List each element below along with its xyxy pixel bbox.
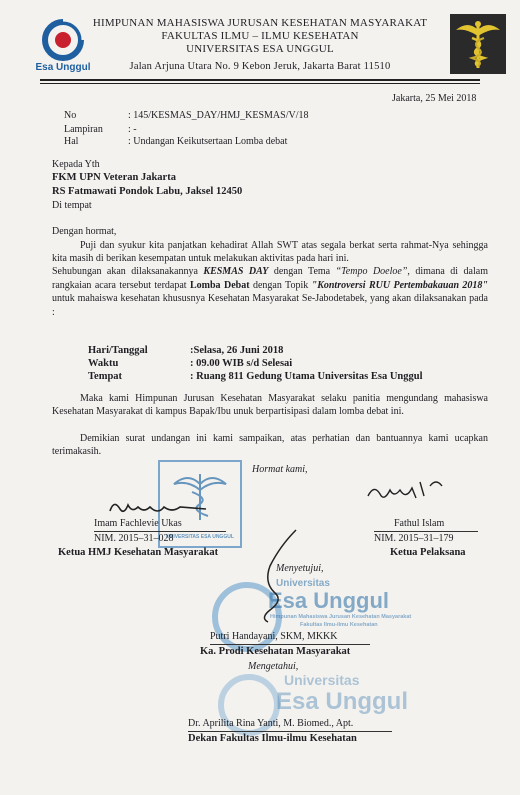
left-signer-nim: NIM. 2015–31–028 xyxy=(94,533,174,544)
p2-e: untuk mahaiswa kesehatan khususnya Kesehatan Masyarakat Se-Jabodetabek, yang akan dilaksanakan pada : xyxy=(52,293,488,318)
right-signer-nim: NIM. 2015–31–179 xyxy=(374,533,454,544)
bot-signer-role: Dekan Fakultas Ilmu-ilmu Kesehatan xyxy=(188,733,357,744)
menyetujui: Menyetujui, xyxy=(276,563,324,574)
hari-value: :Selasa, 26 Juni 2018 xyxy=(190,345,284,356)
prodi-stamp-sub1: Himpunan Mahasiswa Jurusan Kesehatan Masyarakat xyxy=(270,614,412,620)
right-signature xyxy=(364,476,454,511)
logo-text: Esa Unggul xyxy=(35,62,91,73)
waktu-value: : 09.00 WIB s/d Selesai xyxy=(190,358,293,369)
recipient-address: RS Fatmawati Pondok Labu, Jaksel 12450 xyxy=(52,186,243,197)
tempat-value: : Ruang 811 Gedung Utama Universitas Esa Unggul xyxy=(190,371,423,382)
mid-signer-name: Putri Handayani, SKM, MKKK xyxy=(210,631,338,642)
paragraph-4 xyxy=(52,432,488,458)
header-line-3: UNIVERSITAS ESA UNGGUL xyxy=(186,43,334,55)
header-rule-thin xyxy=(40,83,480,84)
prodi-stamp-sub2: Fakultas Ilmu-ilmu Kesehatan xyxy=(300,622,378,628)
p2-d: dengan Topik xyxy=(249,279,312,291)
bot-signer-name: Dr. Aprilita Rina Yanti, M. Biomed., Apt. xyxy=(188,718,354,729)
hmj-stamp-text: UNIVERSITAS ESA UNGGUL xyxy=(166,534,234,540)
mengetahui: Mengetahui, xyxy=(248,661,299,672)
dekan-stamp-logo-text: Esa Unggul xyxy=(276,688,409,715)
no-label: No xyxy=(64,110,77,121)
lampiran-value: : - xyxy=(128,124,137,135)
p2-lomba: Lomba Debat xyxy=(190,279,250,291)
paragraph-2 xyxy=(52,265,488,319)
header-line-1: HIMPUNAN MAHASISWA JURUSAN KESEHATAN MASYARAKAT xyxy=(92,17,428,29)
kepada-yth: Kepada Yth xyxy=(52,159,100,170)
mid-signature xyxy=(240,526,310,631)
left-signer-role: Ketua HMJ Kesehatan Masyarakat xyxy=(58,547,219,558)
right-sig-line xyxy=(374,531,478,532)
prodi-stamp-univ: Universitas xyxy=(276,578,330,589)
p2-event: KESMAS DAY xyxy=(203,266,269,277)
p2-b: dengan Tema xyxy=(268,266,336,277)
hal-label: Hal xyxy=(64,136,79,147)
p2-topic: "Kontroversi RUU Pertembakauan 2018" xyxy=(311,279,488,291)
p2-c: , dimana di dalam rangkaian acara tersebut terdapat xyxy=(52,266,488,291)
waktu-label: Waktu xyxy=(88,358,119,369)
hormat-kami: Hormat kami, xyxy=(252,464,308,475)
header-rule xyxy=(40,79,480,81)
p2-theme: “Tempo Doeloe” xyxy=(335,266,408,277)
mid-signer-role: Ka. Prodi Kesehatan Masyarakat xyxy=(200,646,351,657)
greeting: Dengan hormat, xyxy=(52,226,117,237)
left-signer-name: Imam Fachlevie Ukas xyxy=(94,518,182,529)
hari-label: Hari/Tanggal xyxy=(88,345,148,356)
paragraph-4-text: Demikian surat undangan ini kami sampaikan, atas perhatian dan bantuannya kami ucapkan terimakasih. xyxy=(52,433,488,457)
letter-date: Jakarta, 25 Mei 2018 xyxy=(392,93,477,104)
paragraph-3 xyxy=(52,392,488,418)
left-sig-line xyxy=(94,531,226,532)
dekan-stamp-univ: Universitas xyxy=(284,672,360,688)
header-address: Jalan Arjuna Utara No. 9 Kebon Jeruk, Jakarta Barat 11510 xyxy=(129,61,391,72)
right-signer-name: Fathul Islam xyxy=(394,518,445,529)
bot-sig-line xyxy=(188,731,392,732)
no-value: : 145/KESMAS_DAY/HMJ_KESMAS/V/18 xyxy=(128,110,309,121)
p2-a: Sehubungan akan dilaksanakannya xyxy=(52,266,204,277)
recipient-name: FKM UPN Veteran Jakarta xyxy=(52,172,176,183)
paragraph-3-text: Maka kami Himpunan Jurusan Kesehatan Masyarakat selaku panitia mengundang mahasiswa Kesehatan Masyarakat di kampus Bapak/Ibu unuk berpartisipasi dalam lomba debat ini. xyxy=(52,393,488,417)
mid-sig-line xyxy=(210,644,370,645)
right-signer-role: Ketua Pelaksana xyxy=(390,547,466,558)
di-tempat: Di tempat xyxy=(52,200,92,211)
hal-value: : Undangan Keikutsertaan Lomba debat xyxy=(128,136,288,147)
lampiran-label: Lampiran xyxy=(64,124,103,135)
paragraph-1 xyxy=(52,239,488,265)
header-line-2: FAKULTAS ILMU – ILMU KESEHATAN xyxy=(161,30,359,42)
paragraph-1-text: Puji dan syukur kita panjatkan kehadirat Allah SWT atas segala berkat serta rahmat-Nya sehingga kita masih di berikan kesempatan untuk melakukan aktivitas pada hari ini. xyxy=(52,240,488,264)
tempat-label: Tempat xyxy=(88,371,123,382)
prodi-stamp-logo-text: Esa Unggul xyxy=(268,588,390,613)
